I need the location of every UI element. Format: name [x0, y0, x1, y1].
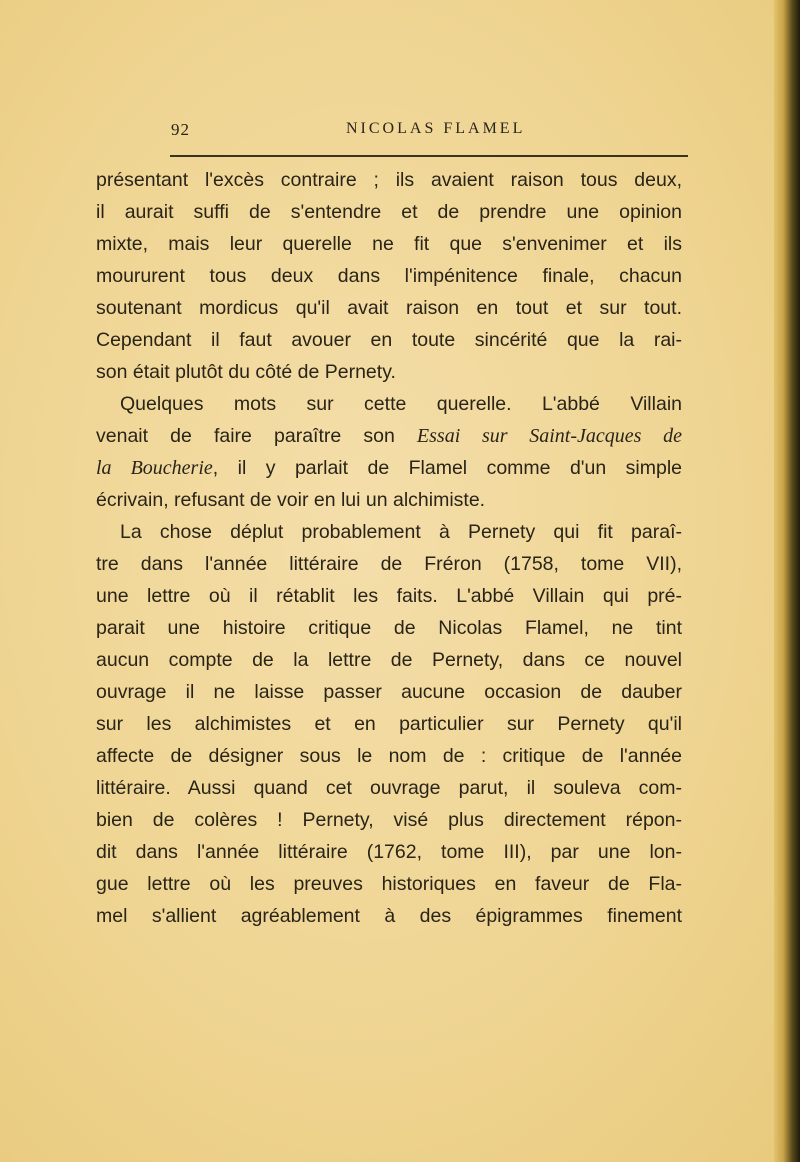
text-line: présentant l'excès contraire ; ils avaient raison tous deux, [96, 169, 682, 191]
text-line: aucun compte de la lettre de Pernety, dans ce nouvel [96, 649, 682, 671]
text-line: soutenant mordicus qu'il avait raison en tout et sur tout. [96, 297, 682, 319]
running-head: NICOLAS FLAMEL [346, 120, 526, 137]
text-line: gue lettre où les preuves historiques en faveur de Fla- [96, 873, 682, 895]
book-title-italic: Essai sur Saint-Jacques de [416, 425, 682, 447]
book-title-italic: la Boucherie [96, 457, 213, 479]
page-number: 92 [171, 120, 190, 139]
text-line: mel s'allient agréablement à des épigrammes finement [96, 905, 682, 927]
paragraph-start-line: La chose déplut probablement à Pernety qui fit paraî- [120, 521, 682, 543]
text-line: dit dans l'année littéraire (1762, tome III), par une lon- [96, 841, 682, 863]
text-line: littéraire. Aussi quand cet ouvrage parut, il souleva com- [96, 777, 682, 799]
text-line: son était plutôt du côté de Pernety. [96, 361, 396, 383]
text-line: parait une histoire critique de Nicolas Flamel, ne tint [96, 617, 682, 639]
text-line: affecte de désigner sous le nom de : critique de l'année [96, 745, 682, 767]
page-edge-shadow [774, 0, 800, 1162]
text-line [96, 452, 682, 484]
text-line: une lettre où il rétablit les faits. L'abbé Villain qui pré- [96, 585, 682, 607]
text-line: écrivain, refusant de voir en lui un alchimiste. [96, 489, 486, 511]
text-segment: , il y parlait de Flamel comme d'un simple [212, 457, 682, 479]
text-line: moururent tous deux dans l'impénitence finale, chacun [96, 265, 682, 287]
text-line: bien de colères ! Pernety, visé plus directement répon- [96, 809, 682, 831]
body-text [96, 164, 682, 932]
text-line: Cependant il faut avouer en toute sincérité que la rai- [96, 329, 682, 351]
text-line: tre dans l'année littéraire de Fréron (1758, tome VII), [96, 553, 682, 575]
text-line: sur les alchimistes et en particulier sur Pernety qu'il [96, 713, 682, 735]
text-segment: venait de faire paraître son [96, 425, 417, 447]
paragraph-start-line: Quelques mots sur cette querelle. L'abbé Villain [120, 393, 682, 415]
text-line [96, 420, 682, 452]
text-line: ouvrage il ne laisse passer aucune occasion de dauber [96, 681, 682, 703]
page-header [0, 120, 800, 144]
header-rule [170, 155, 688, 157]
text-line: il aurait suffi de s'entendre et de prendre une opinion [96, 201, 682, 223]
text-line: mixte, mais leur querelle ne fit que s'envenimer et ils [96, 233, 682, 255]
